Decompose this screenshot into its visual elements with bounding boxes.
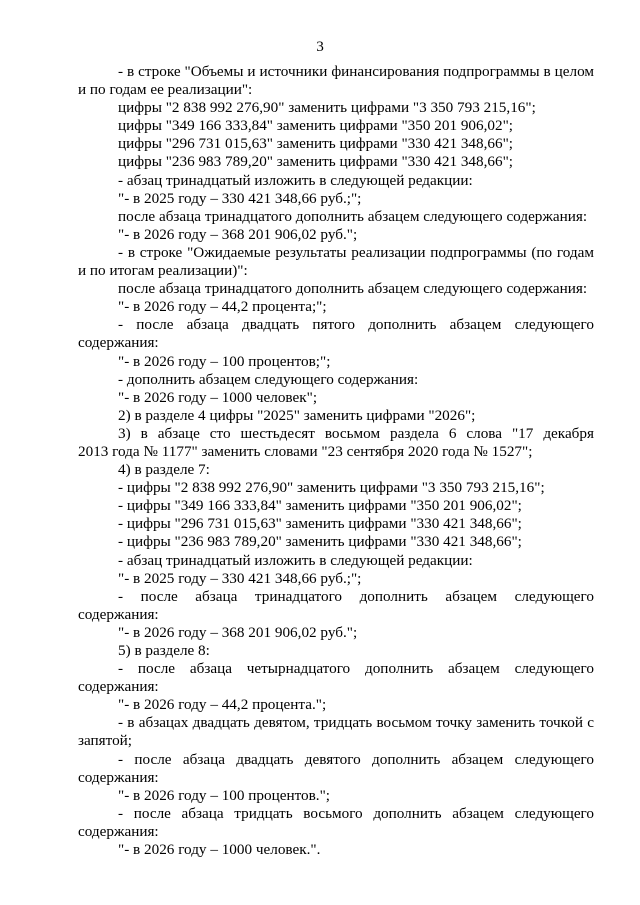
text-line: после абзаца тринадцатого дополнить абзацем следующего содержания:: [118, 280, 588, 298]
text-line: - абзац тринадцатый изложить в следующей редакции:: [118, 171, 473, 189]
text-line: - в строке "Объемы и источники финансирования подпрограммы в целом: [118, 63, 594, 80]
text-line: цифры "349 166 333,84" заменить цифрами "350 201 906,02";: [118, 117, 514, 135]
text-line: "- в 2026 году – 100 процентов;";: [118, 352, 331, 370]
text-line: "- в 2025 году – 330 421 348,66 руб.;";: [118, 569, 362, 587]
text-line: цифры "296 731 015,63" заменить цифрами "330 421 348,66";: [118, 135, 514, 153]
text-line: "- в 2026 году – 100 процентов.";: [118, 786, 331, 804]
text-line: - после абзаца тринадцатого дополнить абзацем следующего: [118, 587, 594, 605]
text-line: и по годам ее реализации":: [78, 81, 253, 99]
text-line: и по итогам реализации)":: [78, 262, 248, 280]
text-line: - в строке "Ожидаемые результаты реализации подпрограммы (по годам: [118, 243, 594, 261]
text-line: цифры "236 983 789,20" заменить цифрами "330 421 348,66";: [118, 153, 514, 171]
text-line: запятой;: [78, 732, 133, 750]
text-line: 4) в разделе 7:: [118, 461, 210, 479]
text-line: - дополнить абзацем следующего содержания:: [118, 370, 419, 388]
text-line: после абзаца тринадцатого дополнить абзацем следующего содержания:: [118, 207, 588, 225]
text-line: содержания:: [78, 822, 159, 840]
text-line: 3) в абзаце сто шестьдесят восьмом раздела 6 слова "17 декабря: [118, 424, 594, 442]
text-line: 2) в разделе 4 цифры "2025" заменить цифрами "2026";: [118, 406, 476, 424]
text-line: "- в 2026 году – 368 201 906,02 руб.";: [118, 225, 358, 243]
text-line: "- в 2025 году – 330 421 348,66 руб.;";: [118, 189, 362, 207]
text-line: "- в 2026 году – 1000 человек.".: [118, 841, 321, 859]
text-line: - цифры "349 166 333,84" заменить цифрами "350 201 906,02";: [118, 497, 522, 515]
text-line: содержания:: [78, 334, 159, 352]
text-line: - цифры "296 731 015,63" заменить цифрами "330 421 348,66";: [118, 515, 522, 533]
text-line: - абзац тринадцатый изложить в следующей редакции:: [118, 551, 473, 569]
page-number: 3: [316, 38, 324, 55]
text-line: "- в 2026 году – 368 201 906,02 руб.";: [118, 623, 358, 641]
text-line: "- в 2026 году – 1000 человек";: [118, 388, 318, 406]
text-line: содержания:: [78, 768, 159, 786]
text-line: - после абзаца двадцать пятого дополнить абзацем следующего: [118, 316, 594, 334]
text-line: - после абзаца тридцать восьмого дополнить абзацем следующего: [118, 804, 594, 822]
text-line: - цифры "236 983 789,20" заменить цифрами "330 421 348,66";: [118, 533, 522, 551]
document-body: [78, 63, 594, 859]
text-line: 2013 года № 1177" заменить словами "23 сентября 2020 года № 1527";: [78, 442, 533, 460]
text-line: "- в 2026 году – 44,2 процента;";: [118, 298, 327, 316]
text-line: - цифры "2 838 992 276,90" заменить цифрами "3 350 793 215,16";: [118, 479, 545, 497]
text-line: - в абзацах двадцать девятом, тридцать восьмом точку заменить точкой с: [118, 714, 594, 732]
text-line: - после абзаца четырнадцатого дополнить абзацем следующего: [118, 660, 594, 678]
text-line: цифры "2 838 992 276,90" заменить цифрами "3 350 793 215,16";: [118, 99, 536, 117]
text-line: содержания:: [78, 678, 159, 696]
text-line: "- в 2026 году – 44,2 процента.";: [118, 696, 327, 714]
text-line: - после абзаца двадцать девятого дополнить абзацем следующего: [118, 750, 594, 768]
text-line: содержания:: [78, 605, 159, 623]
text-line: 5) в разделе 8:: [118, 642, 210, 659]
